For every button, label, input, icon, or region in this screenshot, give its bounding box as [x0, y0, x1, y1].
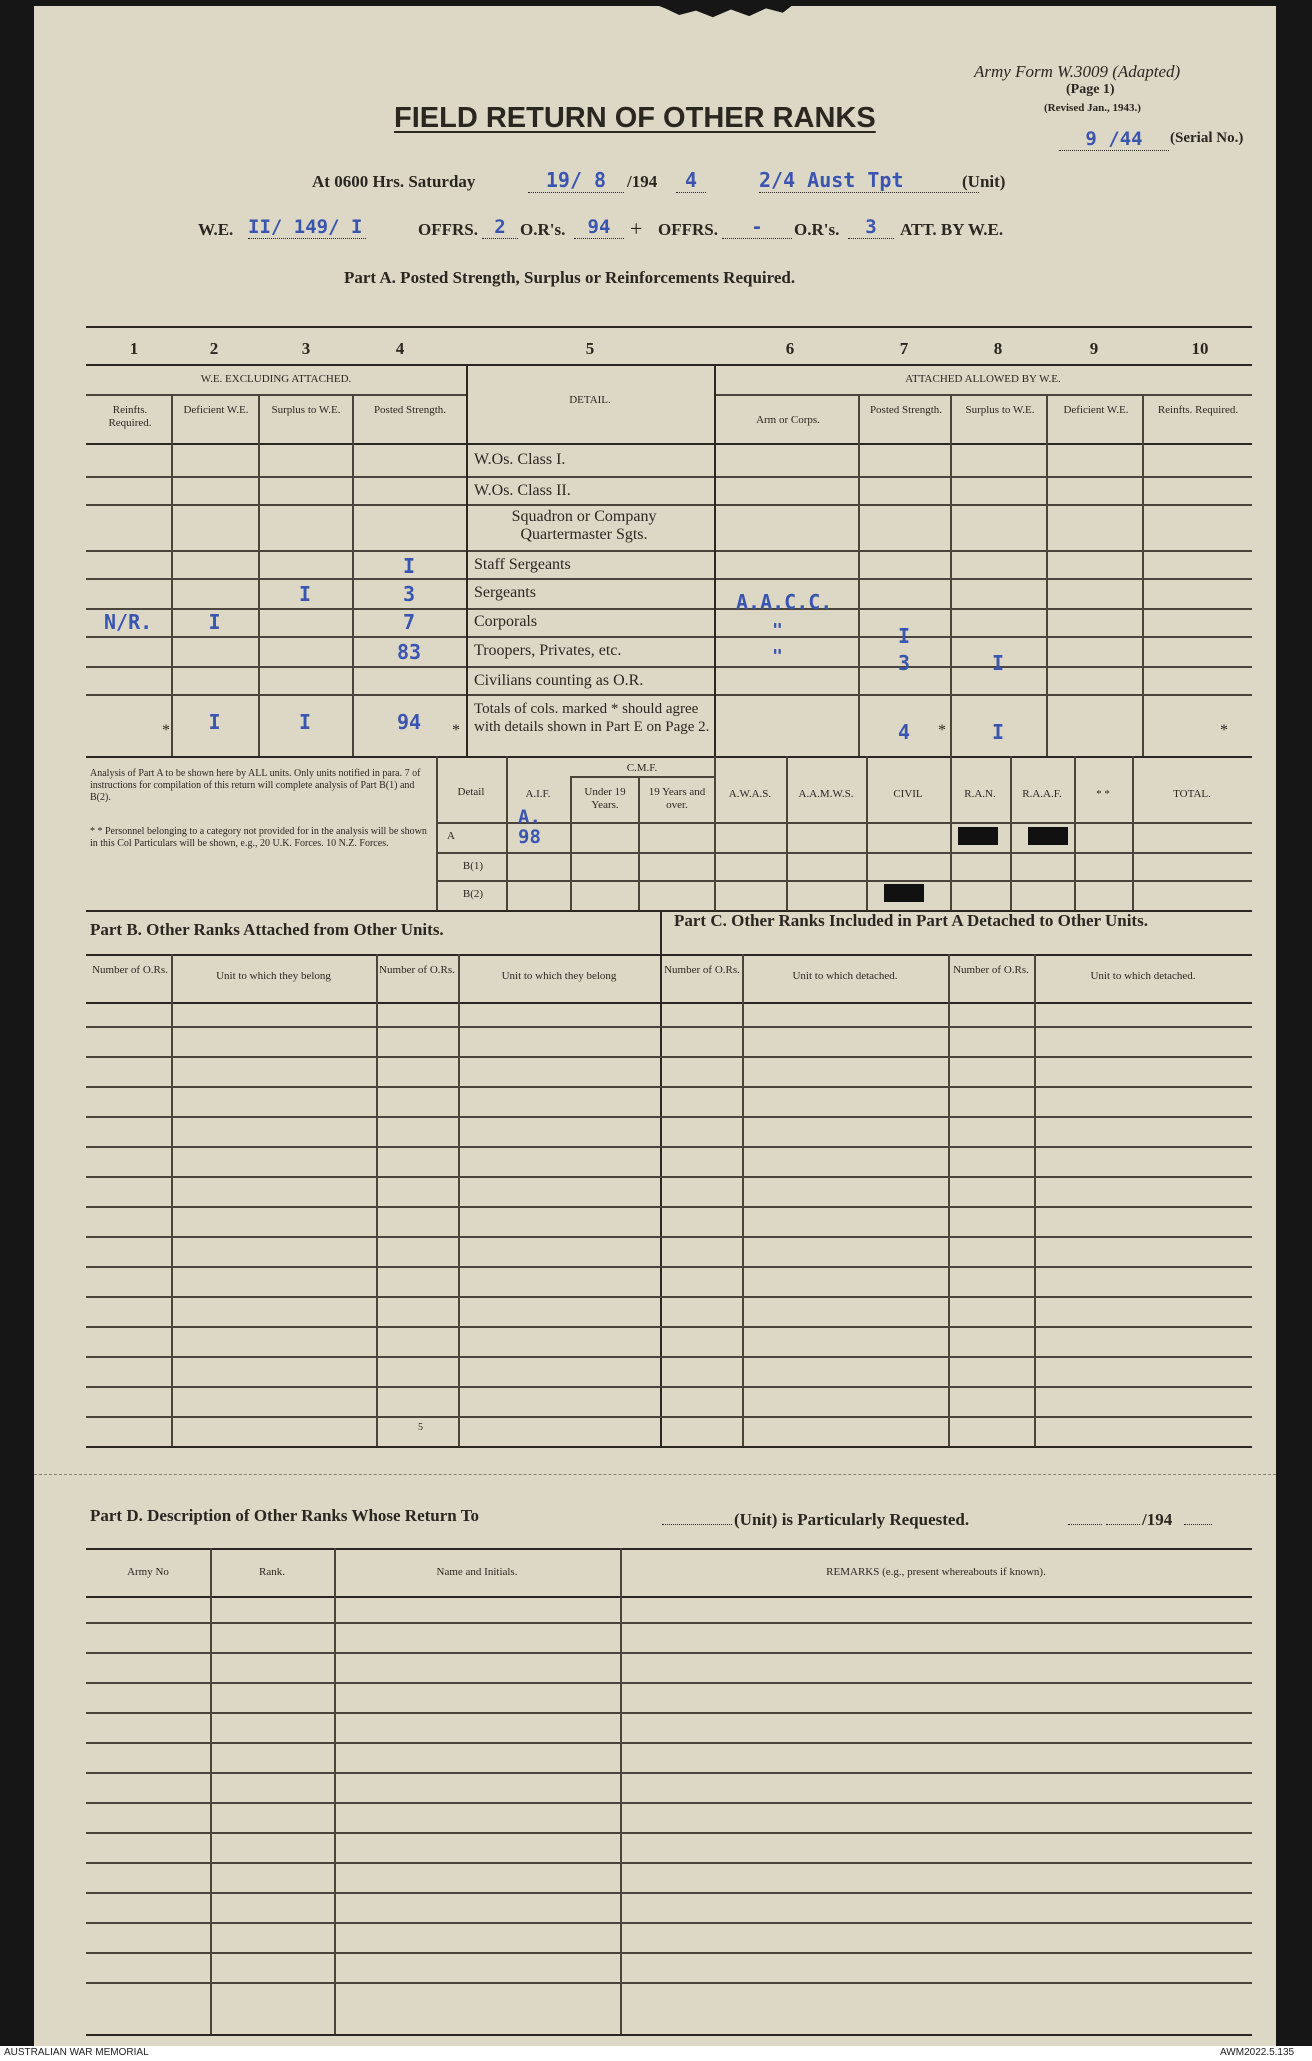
d-hdr-army-no: Army No [127, 1566, 169, 1578]
time-line-prefix: At 0600 Hrs. Saturday [312, 172, 476, 191]
offrs2-value: - [722, 216, 792, 239]
pte-posted-att: 3 [897, 651, 911, 675]
redaction-ran [958, 827, 998, 845]
part-d-title-b: (Unit) is Particularly Requested. [734, 1510, 970, 1529]
ors2-label: O.R's. [794, 220, 840, 239]
cpl-deficient: I [208, 610, 221, 634]
analysis-note-1: Analysis of Part A to be shown here by ALL units. Only units notified in para. 7 of instructions for compilation of this return will complete analysis of Part B(1) and B(2). [90, 768, 421, 803]
form-title: FIELD RETURN OF OTHER RANKS [394, 102, 876, 134]
aif-value: 98 [518, 826, 541, 848]
part-d-year-blank[interactable] [1184, 1524, 1212, 1525]
part-d-title-a: Part D. Description of Other Ranks Whose Return To [90, 1506, 479, 1525]
sgt-posted: 3 [402, 582, 416, 606]
part-c-title: Part C. Other Ranks Included in Part A Detached to Other Units. [674, 911, 1148, 930]
detail-civilians: Civilians counting as O.R. [474, 672, 644, 689]
detail-totals: Totals of cols. marked * should agree with details shown in Part E on Page 2. [474, 701, 710, 735]
pte-posted: 83 [396, 640, 422, 664]
hdr-aamws: A.A.M.W.S. [798, 788, 854, 800]
hdr-deficient-we-att: Deficient W.E. [1063, 404, 1129, 416]
hdr-deficient-we: Deficient W.E. [183, 404, 249, 416]
cpl-arm-corps: " [772, 620, 783, 641]
hdr-other: * * [1096, 788, 1110, 800]
cpl-posted: 7 [402, 610, 416, 634]
c-hdr-number-2: Number of O.Rs. [953, 964, 1029, 976]
b-hdr-number-1: Number of O.Rs. [92, 964, 168, 976]
analysis-row-a: A [447, 830, 455, 842]
detail-cqms: Squadron or Company Quartermaster Sgts. [511, 508, 657, 543]
page-number: (Page 1) [1066, 82, 1115, 97]
detail-corporals: Corporals [474, 613, 538, 630]
analysis-detail-label: Detail [457, 786, 485, 798]
analysis-row-b2: B(2) [462, 888, 484, 900]
c-hdr-unit-1: Unit to which detached. [792, 970, 898, 982]
offrs2-label: OFFRS. [658, 220, 718, 239]
c-hdr-number-1: Number of O.Rs. [664, 964, 740, 976]
ors-label: O.R's. [520, 220, 566, 239]
unit-value: 2/4 Aust Tpt [759, 168, 979, 193]
detail-troopers: Troopers, Privates, etc. [474, 642, 622, 659]
b-hdr-number-2: Number of O.Rs. [379, 964, 455, 976]
attached-allowed-header: ATTACHED ALLOWED BY W.E. [905, 373, 1061, 385]
col-number-7: 7 [899, 339, 909, 358]
year-digit: 4 [676, 168, 706, 193]
col-number-6: 6 [785, 339, 795, 358]
form-sheet [34, 6, 1276, 2046]
detail-staff-sergeants: Staff Sergeants [474, 556, 571, 573]
serial-label: (Serial No.) [1170, 130, 1244, 146]
total-star-7: * [938, 722, 946, 739]
d-hdr-rank: Rank. [259, 1566, 285, 1578]
we-value: II/ 149/ I [248, 216, 366, 239]
footer-archive-name: AUSTRALIAN WAR MEMORIAL [4, 2047, 149, 2058]
col-number-3: 3 [301, 339, 311, 358]
cpl-reinfts: N/R. [104, 610, 153, 634]
detail-wo-class-1: W.Os. Class I. [474, 451, 566, 468]
total-deficient: I [208, 710, 221, 734]
hdr-surplus-to-we: Surplus to W.E. [271, 404, 341, 416]
part-d-date-blank-2[interactable] [1106, 1524, 1140, 1525]
total-surplus-att: I [991, 720, 1005, 744]
hdr-surplus-to-we-att: Surplus to W.E. [965, 404, 1035, 416]
hdr-19-and-over: 19 Years and over. [648, 786, 706, 811]
c-hdr-unit-2: Unit to which detached. [1090, 970, 1196, 982]
col-number-8: 8 [993, 339, 1003, 358]
col-number-5: 5 [585, 339, 595, 358]
ors-value: 94 [574, 216, 624, 239]
part-a-title: Part A. Posted Strength, Surplus or Reinforcements Required. [344, 268, 796, 287]
analysis-note-2: * * Personnel belonging to a category not provided for in the analysis will be shown in this Col Particulars will be shown, e.g., 20 U.K. Forces. 10 N.Z. Forces. [90, 826, 427, 849]
date-value: 19/ 8 [528, 168, 624, 193]
detail-header: DETAIL. [569, 394, 611, 406]
hdr-posted-strength-att: Posted Strength. [869, 404, 943, 416]
plus-sign: + [630, 216, 643, 241]
analysis-row-b1: B(1) [462, 860, 484, 872]
form-id: Army Form W.3009 (Adapted) [974, 62, 1181, 81]
sgt-arm-corps: A.A.C.C. [736, 590, 833, 614]
hdr-raaf: R.A.A.F. [1022, 788, 1062, 800]
we-excluding-header: W.E. EXCLUDING ATTACHED. [200, 373, 352, 385]
we-label: W.E. [198, 220, 234, 239]
part-b-title: Part B. Other Ranks Attached from Other Units. [90, 920, 444, 939]
pte-surplus-att: I [991, 651, 1005, 675]
total-star-10: * [1220, 722, 1228, 739]
hdr-ran: R.A.N. [964, 788, 996, 800]
cpl-posted-att: I [897, 624, 911, 648]
ors2-value: 3 [848, 216, 894, 239]
hdr-total: TOTAL. [1173, 788, 1211, 800]
d-hdr-name: Name and Initials. [436, 1566, 518, 1578]
col-number-4: 4 [395, 339, 405, 358]
page-mark: 5 [418, 1422, 423, 1433]
hdr-reinfts-required: Reinfts. Required. [108, 404, 152, 429]
col-number-10: 10 [1191, 339, 1209, 358]
hdr-arm-or-corps: Arm or Corps. [756, 414, 820, 426]
detail-sergeants: Sergeants [474, 584, 536, 601]
total-star-4: * [452, 722, 460, 739]
year-prefix: /194 [627, 172, 658, 191]
sgt-surplus: I [298, 582, 312, 606]
total-star-1: * [162, 722, 170, 739]
part-d-title-c: /194 [1142, 1510, 1173, 1529]
hdr-under-19: Under 19 Years. [584, 786, 626, 811]
hdr-reinfts-required-att: Reinfts. Required. [1157, 404, 1239, 416]
detail-wo-class-2: W.Os. Class II. [474, 482, 571, 499]
hdr-awas: A.W.A.S. [728, 788, 772, 800]
col-number-2: 2 [209, 339, 219, 358]
att-label: ATT. BY W.E. [900, 220, 1004, 239]
offrs-value: 2 [482, 216, 518, 239]
torn-edge [654, 6, 794, 26]
total-surplus: I [298, 710, 312, 734]
serial-value: 9 /44 [1059, 128, 1169, 151]
unit-label: (Unit) [962, 172, 1006, 191]
col-number-9: 9 [1089, 339, 1099, 358]
col-number-1: 1 [129, 339, 139, 358]
hdr-civil: CIVIL [893, 788, 923, 800]
total-posted-att: 4 [897, 720, 911, 744]
redaction-civil [884, 884, 924, 902]
part-d-date-blank-1[interactable] [1068, 1524, 1102, 1525]
hdr-aif: A.I.F. [525, 788, 551, 800]
b-hdr-unit-1: Unit to which they belong [216, 970, 331, 982]
footer-catalog-id: AWM2022.5.135 [1220, 2047, 1295, 2058]
hdr-cmf: C.M.F. [626, 762, 658, 774]
aif-mark: A. [518, 806, 541, 828]
total-posted: 94 [396, 710, 422, 734]
pte-arm-corps: " [772, 646, 783, 667]
redaction-raaf [1028, 827, 1068, 845]
revised-note: (Revised Jan., 1943.) [1044, 102, 1141, 114]
part-d-unit-blank[interactable] [662, 1524, 732, 1525]
d-hdr-remarks: REMARKS (e.g., present whereabouts if known). [826, 1566, 1046, 1578]
b-hdr-unit-2: Unit to which they belong [501, 970, 617, 982]
offrs-label: OFFRS. [418, 220, 478, 239]
hdr-posted-strength: Posted Strength. [373, 404, 447, 416]
staff-sgt-posted: I [402, 554, 416, 578]
